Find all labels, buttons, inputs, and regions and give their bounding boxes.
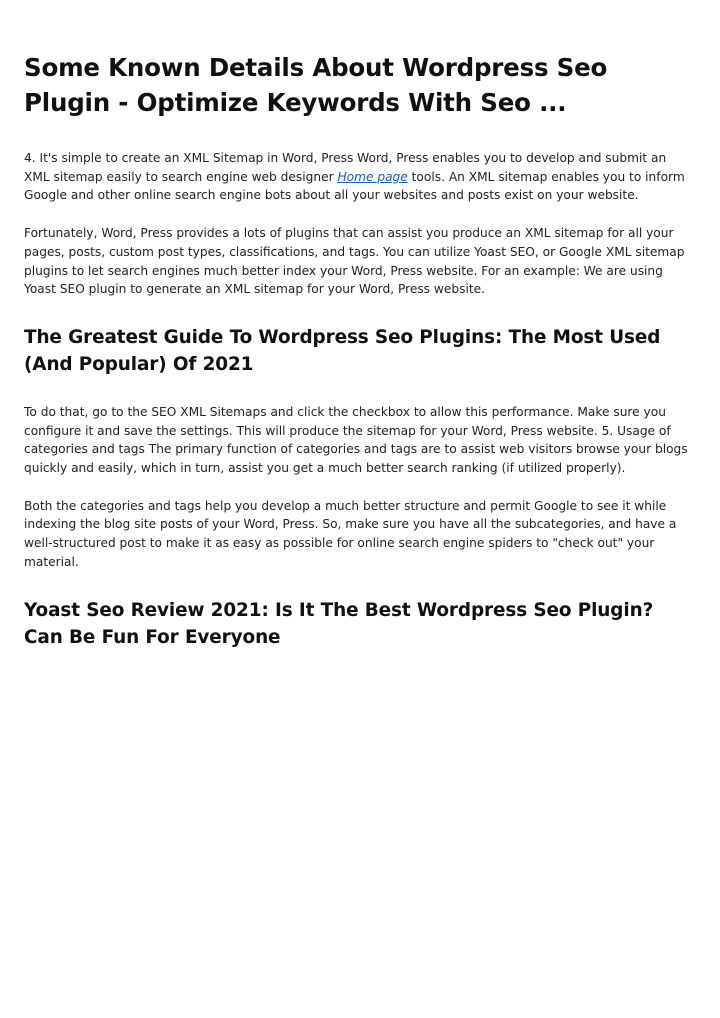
- section-heading-greatest-guide: The Greatest Guide To Wordpress Seo Plugins: The Most Used (And Popular) Of 2021: [24, 326, 661, 375]
- home-page-link[interactable]: Home page: [337, 169, 408, 184]
- paragraph-text: 4. It's simple to create an XML Sitemap in Word, Press Word, Press enables you to develop and submit an XML sitemap easily to search engine web designer: [24, 151, 667, 184]
- page-title: Some Known Details About Wordpress Seo Plugin - Optimize Keywords With Seo ...: [24, 53, 608, 117]
- paragraph-text: tools. An XML sitemap enables you to inform Google and other online search engine bots about all your websites and posts exist on your website.: [24, 169, 685, 203]
- paragraph-sitemap-plugins: Fortunately, Word, Press provides a lots of plugins that can assist you produce an XML sitemap for all your pages, posts, custom post types, classifications, and tags. You can utilize Yoast SEO, or Google XML sitemap plugins to let search engines much better index your Word, Press website. For an example: We are using Yoast SEO plugin to generate an XML sitemap for your Word, Press website.: [24, 226, 685, 297]
- paragraph-structure: Both the categories and tags help you develop a much better structure and permit Google to see it while indexing the blog site posts of your Word, Press. So, make sure you have all the subcategories, and have a well-structured post to make it as easy as possible for online search engine spiders to "check out" your material.: [24, 498, 677, 569]
- paragraph-categories-tags: To do that, go to the SEO XML Sitemaps and click the checkbox to allow this performance. Make sure you configure it and save the settings. This will produce the sitemap for your Word, Press website. 5. Usage of categories and tags The primary function of categories and tags are to assist web visitors browse your blogs quickly and easily, which in turn, assist you get a much better search ranking (if utilized properly).: [24, 404, 688, 476]
- paragraph-sitemap-intro: [24, 149, 694, 205]
- section-heading-yoast-review: Yoast Seo Review 2021: Is It The Best Wordpress Seo Plugin? Can Be Fun For Everyone: [24, 599, 654, 648]
